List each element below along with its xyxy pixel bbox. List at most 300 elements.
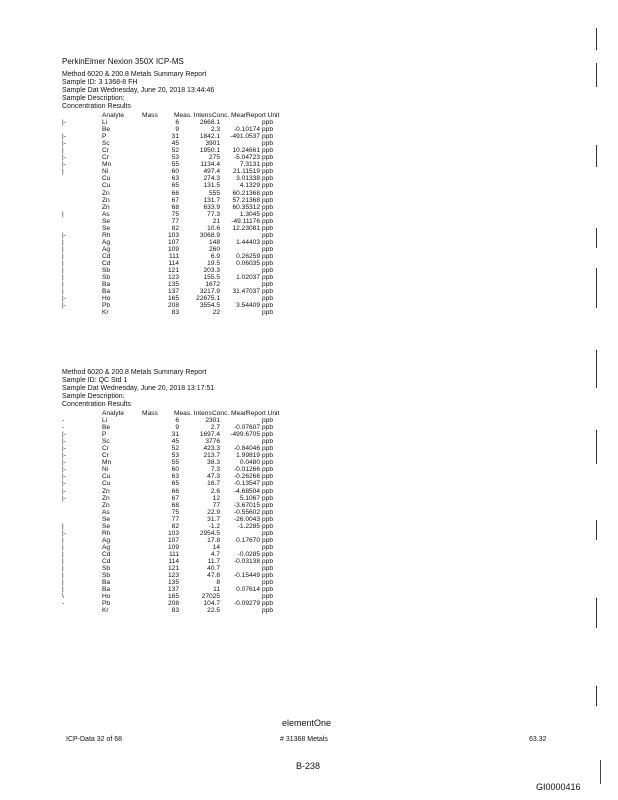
intensity-cell: 14: [212, 543, 220, 551]
intensity-cell: 40.7: [207, 565, 220, 573]
analyte-cell: Cu: [102, 480, 111, 488]
analyte-cell: Ag: [102, 238, 111, 246]
intensity-cell: 555: [208, 189, 220, 197]
row-marker: |: [62, 252, 64, 260]
analyte-cell: Rh: [102, 529, 111, 537]
table-row: [62, 607, 312, 614]
column-header-row: [62, 112, 312, 119]
conc-cell: 1.02037: [236, 274, 260, 282]
unit-cell: ppb: [262, 203, 274, 211]
table-row: [62, 140, 312, 147]
table-row: [62, 572, 312, 579]
mass-cell: 65: [171, 182, 179, 190]
sample-date: Sample Dat Wednesday, June 20, 2018 13:17:51: [62, 385, 215, 392]
intensity-cell: 2.7: [210, 424, 220, 432]
conc-cell: -0.10174: [233, 126, 260, 134]
mass-cell: 67: [171, 196, 179, 204]
analyte-cell: Cu: [102, 473, 111, 481]
intensity-cell: 22675.1: [196, 295, 220, 303]
conc-cell: 12.23081: [232, 224, 260, 232]
analyte-cell: Kr: [102, 607, 109, 615]
mass-cell: 123: [167, 274, 179, 282]
analyte-cell: Cr: [102, 147, 109, 155]
conc-cell: -0.09279: [233, 600, 260, 608]
conc-cell: -499.6705: [230, 431, 260, 439]
table-row: [62, 445, 312, 452]
table-row: [62, 417, 312, 424]
row-marker: |: [62, 557, 64, 565]
mass-cell: 63: [171, 175, 179, 183]
table-row: [62, 551, 312, 558]
edge-mark: [596, 228, 607, 248]
conc-cell: 0.07614: [236, 586, 260, 594]
unit-cell: ppb: [262, 252, 274, 260]
table-row: [62, 274, 312, 281]
table-row: [62, 288, 312, 295]
row-marker: |: [62, 288, 64, 296]
sample-description: Sample Description:: [62, 393, 125, 400]
intensity-cell: 131.5: [203, 182, 220, 190]
table-row: [62, 175, 312, 182]
mass-cell: 9: [175, 424, 179, 432]
unit-cell: ppb: [262, 557, 274, 565]
row-marker: |-: [62, 161, 66, 169]
analyte-cell: Se: [102, 224, 111, 232]
unit-cell: ppb: [262, 543, 274, 551]
row-marker: |-: [62, 140, 66, 148]
intensity-cell: 19.5: [207, 259, 220, 267]
row-marker: |-: [62, 154, 66, 162]
unit-cell: ppb: [262, 133, 274, 141]
row-marker: |: [62, 543, 64, 551]
unit-cell: ppb: [262, 424, 274, 432]
analyte-cell: Zn: [102, 501, 110, 509]
col-meas-intens: Meas. Intens: [174, 410, 212, 417]
analyte-cell: Cd: [102, 557, 111, 565]
unit-cell: ppb: [262, 607, 274, 615]
row-marker: |: [62, 572, 64, 580]
instrument-title: PerkinElmer Nexion 350X ICP-MS: [62, 57, 184, 66]
unit-cell: ppb: [262, 487, 274, 495]
conc-cell: -0.07607: [233, 424, 260, 432]
conc-cell: 3.01338: [236, 175, 260, 183]
intensity-cell: 10.6: [207, 224, 220, 232]
table-row: [62, 488, 312, 495]
intensity-cell: 3776: [205, 438, 220, 446]
edge-mark: [596, 686, 607, 706]
row-marker: |: [62, 579, 64, 587]
row-marker: |: [62, 259, 64, 267]
analyte-cell: P: [102, 133, 107, 141]
edge-mark: [596, 430, 607, 464]
unit-cell: ppb: [262, 147, 274, 155]
analyte-cell: Mn: [102, 161, 112, 169]
intensity-cell: 27025: [201, 593, 220, 601]
unit-cell: ppb: [262, 579, 274, 587]
mass-cell: 83: [171, 309, 179, 317]
analyte-cell: Zn: [102, 196, 110, 204]
mass-cell: 60: [171, 168, 179, 176]
analyte-cell: As: [102, 508, 110, 516]
conc-cell: 0.0480: [239, 459, 260, 467]
intensity-cell: 21: [212, 217, 220, 225]
mass-cell: 45: [171, 438, 179, 446]
intensity-cell: 2.6: [210, 487, 220, 495]
number-right-label: 63.32: [529, 736, 547, 743]
intensity-cell: 2668.1: [199, 119, 220, 127]
intensity-cell: 213.7: [203, 452, 220, 460]
col-conc-mean: Conc. Mean: [212, 112, 248, 119]
document-id-label: GI0000416: [536, 782, 581, 792]
conc-cell: -49.11176: [231, 217, 260, 225]
mass-cell: 6: [175, 417, 179, 425]
unit-cell: ppb: [262, 586, 274, 594]
col-mass: Mass: [142, 112, 158, 119]
table-body: [62, 119, 312, 316]
row-marker: |: [62, 147, 64, 155]
row-marker: |-: [62, 480, 66, 488]
conc-cell: -0.55602: [233, 508, 260, 516]
mass-cell: 121: [167, 565, 179, 573]
analyte-cell: Sb: [102, 565, 111, 573]
table-row: [62, 516, 312, 523]
method-title: Method 6020 & 200.8 Metals Summary Report: [62, 369, 207, 376]
analyte-cell: Cr: [102, 445, 109, 453]
unit-cell: ppb: [262, 210, 274, 218]
table-row: [62, 161, 312, 168]
analyte-cell: Ho: [102, 295, 111, 303]
mass-cell: 63: [171, 473, 179, 481]
mass-cell: 55: [171, 161, 179, 169]
mass-cell: 135: [167, 281, 179, 289]
conc-cell: -491.0537: [230, 133, 260, 141]
intensity-cell: 3554.5: [199, 302, 220, 310]
intensity-cell: 1950.1: [199, 147, 220, 155]
analyte-cell: Cu: [102, 175, 111, 183]
row-marker: |-: [62, 438, 66, 446]
analyte-cell: Sb: [102, 274, 111, 282]
conc-cell: 57.21368: [232, 196, 260, 204]
mass-cell: 75: [171, 210, 179, 218]
intensity-cell: -1.2: [208, 522, 220, 530]
col-analyte: Analyte: [102, 112, 124, 119]
unit-cell: ppb: [262, 452, 274, 460]
unit-cell: ppb: [262, 431, 274, 439]
mass-cell: 66: [171, 189, 179, 197]
row-marker: |-: [62, 231, 66, 239]
edge-mark: [596, 28, 607, 50]
analyte-cell: Mn: [102, 459, 112, 467]
mass-cell: 52: [171, 445, 179, 453]
table-row: [62, 246, 312, 253]
intensity-cell: 3217.9: [199, 288, 220, 296]
mass-cell: 60: [171, 466, 179, 474]
edge-mark: [596, 145, 607, 167]
row-marker: |: [62, 210, 64, 218]
mass-cell: 137: [167, 586, 179, 594]
analyte-cell: Ag: [102, 536, 111, 544]
analyte-cell: Ba: [102, 586, 111, 594]
row-marker: |: [62, 586, 64, 594]
table-row: [62, 586, 312, 593]
analyte-cell: Se: [102, 522, 111, 530]
row-marker: |-: [62, 452, 66, 460]
mass-cell: 114: [168, 557, 179, 565]
mass-cell: 66: [171, 487, 179, 495]
unit-cell: ppb: [262, 182, 274, 190]
intensity-cell: 2301: [205, 417, 220, 425]
conc-cell: -0.0285: [237, 550, 260, 558]
conc-cell: -3.67015: [233, 501, 260, 509]
row-marker: |-: [62, 473, 66, 481]
unit-cell: ppb: [262, 572, 274, 580]
table-row: [62, 295, 312, 302]
row-marker: |-: [62, 133, 66, 141]
unit-cell: ppb: [262, 494, 274, 502]
table-row: [62, 260, 312, 267]
intensity-cell: 16.7: [207, 480, 220, 488]
job-label: # 31368 Metals: [280, 736, 328, 743]
unit-cell: ppb: [262, 175, 274, 183]
mass-cell: 165: [167, 295, 179, 303]
intensity-cell: 260: [208, 245, 220, 253]
mass-cell: 68: [171, 501, 179, 509]
conc-cell: -26.0043: [233, 515, 260, 523]
table-row: [62, 600, 312, 607]
intensity-cell: 22.9: [207, 508, 220, 516]
table-row: [62, 424, 312, 431]
row-marker: -: [62, 600, 65, 608]
row-marker: |: [62, 267, 64, 275]
conc-cell: 0.06035: [236, 259, 260, 267]
intensity-cell: 3068.9: [199, 231, 220, 239]
intensity-cell: 7.3: [210, 466, 220, 474]
mass-cell: 107: [167, 238, 179, 246]
analyte-cell: Li: [102, 119, 108, 127]
analyte-cell: Cd: [102, 259, 111, 267]
row-marker: |-: [62, 466, 66, 474]
table-row: [62, 182, 312, 189]
unit-cell: ppb: [262, 168, 274, 176]
unit-cell: ppb: [262, 438, 274, 446]
intensity-cell: 104.7: [203, 600, 220, 608]
conc-cell: 0.26259: [236, 252, 260, 260]
row-marker: |: [62, 168, 64, 176]
table-row: [62, 544, 312, 551]
analyte-cell: Ag: [102, 543, 111, 551]
results-table-1: [62, 112, 312, 316]
conc-cell: 1.3045: [239, 210, 260, 218]
mass-cell: 103: [167, 231, 179, 239]
table-row: [62, 267, 312, 274]
unit-cell: ppb: [262, 259, 274, 267]
analyte-cell: Ba: [102, 281, 111, 289]
analyte-cell: As: [102, 210, 110, 218]
mass-cell: 65: [171, 480, 179, 488]
mass-cell: 208: [167, 302, 179, 310]
edge-mark: [596, 63, 607, 87]
mass-cell: 53: [171, 154, 179, 162]
intensity-cell: 274.3: [203, 175, 220, 183]
table-row: [62, 119, 312, 126]
conc-cell: -0.15449: [233, 572, 260, 580]
sample-id: Sample ID: 3 1368-8 FH: [62, 79, 138, 86]
row-marker: |: [62, 245, 64, 253]
mass-cell: 109: [167, 543, 179, 551]
table-row: [62, 147, 312, 154]
row-marker: |: [62, 565, 64, 573]
concentration-results-label: Concentration Results: [62, 103, 131, 110]
mass-cell: 165: [167, 593, 179, 601]
mass-cell: 121: [167, 267, 179, 275]
edge-mark: [596, 268, 607, 308]
mass-cell: 111: [168, 550, 179, 558]
table-row: [62, 565, 312, 572]
unit-cell: ppb: [262, 466, 274, 474]
row-marker: |: [62, 522, 64, 530]
conc-cell: 0.17670: [236, 536, 260, 544]
table-row: [62, 438, 312, 445]
table-row: [62, 126, 312, 133]
table-row: [62, 579, 312, 586]
table-row: [62, 133, 312, 140]
unit-cell: ppb: [262, 281, 274, 289]
unit-cell: ppb: [262, 126, 274, 134]
unit-cell: ppb: [262, 480, 274, 488]
analyte-cell: Be: [102, 424, 111, 432]
unit-cell: ppb: [262, 302, 274, 310]
unit-cell: ppb: [262, 593, 274, 601]
unit-cell: ppb: [262, 536, 274, 544]
method-title: Method 6020 & 200.8 Metals Summary Report: [62, 71, 207, 78]
col-analyte: Analyte: [102, 410, 124, 417]
mass-cell: 208: [167, 600, 179, 608]
intensity-cell: 155.5: [203, 274, 220, 282]
edge-mark: [596, 350, 607, 388]
table-row: [62, 473, 312, 480]
mass-cell: 123: [167, 572, 179, 580]
unit-cell: ppb: [262, 515, 274, 523]
intensity-cell: 497.4: [203, 168, 220, 176]
col-conc-mean: Conc. Mean: [212, 410, 248, 417]
table-row: [62, 480, 312, 487]
mass-cell: 103: [167, 529, 179, 537]
mass-cell: 31: [171, 133, 179, 141]
mass-cell: 107: [167, 536, 179, 544]
edge-mark: [596, 520, 607, 540]
intensity-cell: 22: [212, 309, 220, 317]
mass-cell: 45: [171, 140, 179, 148]
table-row: [62, 253, 312, 260]
mass-cell: 135: [167, 579, 179, 587]
intensity-cell: 12: [212, 494, 220, 502]
analyte-cell: Sb: [102, 267, 111, 275]
table-row: [62, 211, 312, 218]
sample-description: Sample Description:: [62, 95, 125, 102]
unit-cell: ppb: [262, 245, 274, 253]
intensity-cell: 203.3: [203, 267, 220, 275]
analyte-cell: Pb: [102, 600, 111, 608]
conc-cell: 1.44403: [236, 238, 260, 246]
mass-cell: 52: [171, 147, 179, 155]
intensity-cell: 633.9: [203, 203, 220, 211]
analyte-cell: Cd: [102, 252, 111, 260]
intensity-cell: 3901: [205, 140, 220, 148]
analyte-cell: Pb: [102, 302, 111, 310]
table-row: [62, 302, 312, 309]
mass-cell: 111: [168, 252, 179, 260]
page-code-label: B-238: [296, 761, 321, 771]
intensity-cell: 2954.5: [199, 529, 220, 537]
row-marker: |: [62, 550, 64, 558]
brand-label: elementOne: [282, 718, 332, 728]
analyte-cell: Cr: [102, 154, 109, 162]
analyte-cell: Sc: [102, 140, 110, 148]
intensity-cell: 47.8: [207, 572, 220, 580]
conc-cell: 5.1067: [239, 494, 260, 502]
analyte-cell: Cr: [102, 452, 109, 460]
row-marker: |-: [62, 119, 66, 127]
analyte-cell: Rh: [102, 231, 111, 239]
results-table-2: [62, 410, 312, 614]
intensity-cell: 22.5: [207, 607, 220, 615]
intensity-cell: 47.3: [207, 473, 220, 481]
table-row: [62, 466, 312, 473]
intensity-cell: 11.7: [207, 557, 220, 565]
unit-cell: ppb: [262, 288, 274, 296]
mass-cell: 9: [175, 126, 179, 134]
table-row: [62, 218, 312, 225]
unit-cell: ppb: [262, 295, 274, 303]
mass-cell: 82: [171, 224, 179, 232]
intensity-cell: 275: [208, 154, 220, 162]
unit-cell: ppb: [262, 119, 274, 127]
mass-cell: 83: [171, 607, 179, 615]
mass-cell: 6: [175, 119, 179, 127]
row-marker: |: [62, 281, 64, 289]
table-row: [62, 281, 312, 288]
table-row: [62, 190, 312, 197]
table-row: [62, 537, 312, 544]
table-body: [62, 417, 312, 614]
table-row: [62, 509, 312, 516]
mass-cell: 31: [171, 431, 179, 439]
intensity-cell: 423.3: [203, 445, 220, 453]
table-row: [62, 502, 312, 509]
table-row: [62, 459, 312, 466]
unit-cell: ppb: [262, 550, 274, 558]
edge-mark: [600, 760, 601, 784]
intensity-cell: 4.7: [210, 550, 220, 558]
conc-cell: -0.01266: [233, 466, 260, 474]
analyte-cell: Zn: [102, 487, 110, 495]
analyte-cell: Li: [102, 417, 108, 425]
unit-cell: ppb: [262, 529, 274, 537]
analyte-cell: Cd: [102, 550, 111, 558]
unit-cell: ppb: [262, 224, 274, 232]
conc-cell: -0.13547: [233, 480, 260, 488]
analyte-cell: Be: [102, 126, 111, 134]
mass-cell: 55: [171, 459, 179, 467]
col-meas-intens: Meas. Intens: [174, 112, 212, 119]
unit-cell: ppb: [262, 508, 274, 516]
table-row: [62, 523, 312, 530]
row-marker: |-: [62, 431, 66, 439]
row-marker: |: [62, 238, 64, 246]
edge-mark: [596, 598, 607, 628]
unit-cell: ppb: [262, 231, 274, 239]
row-marker: -: [62, 424, 65, 432]
